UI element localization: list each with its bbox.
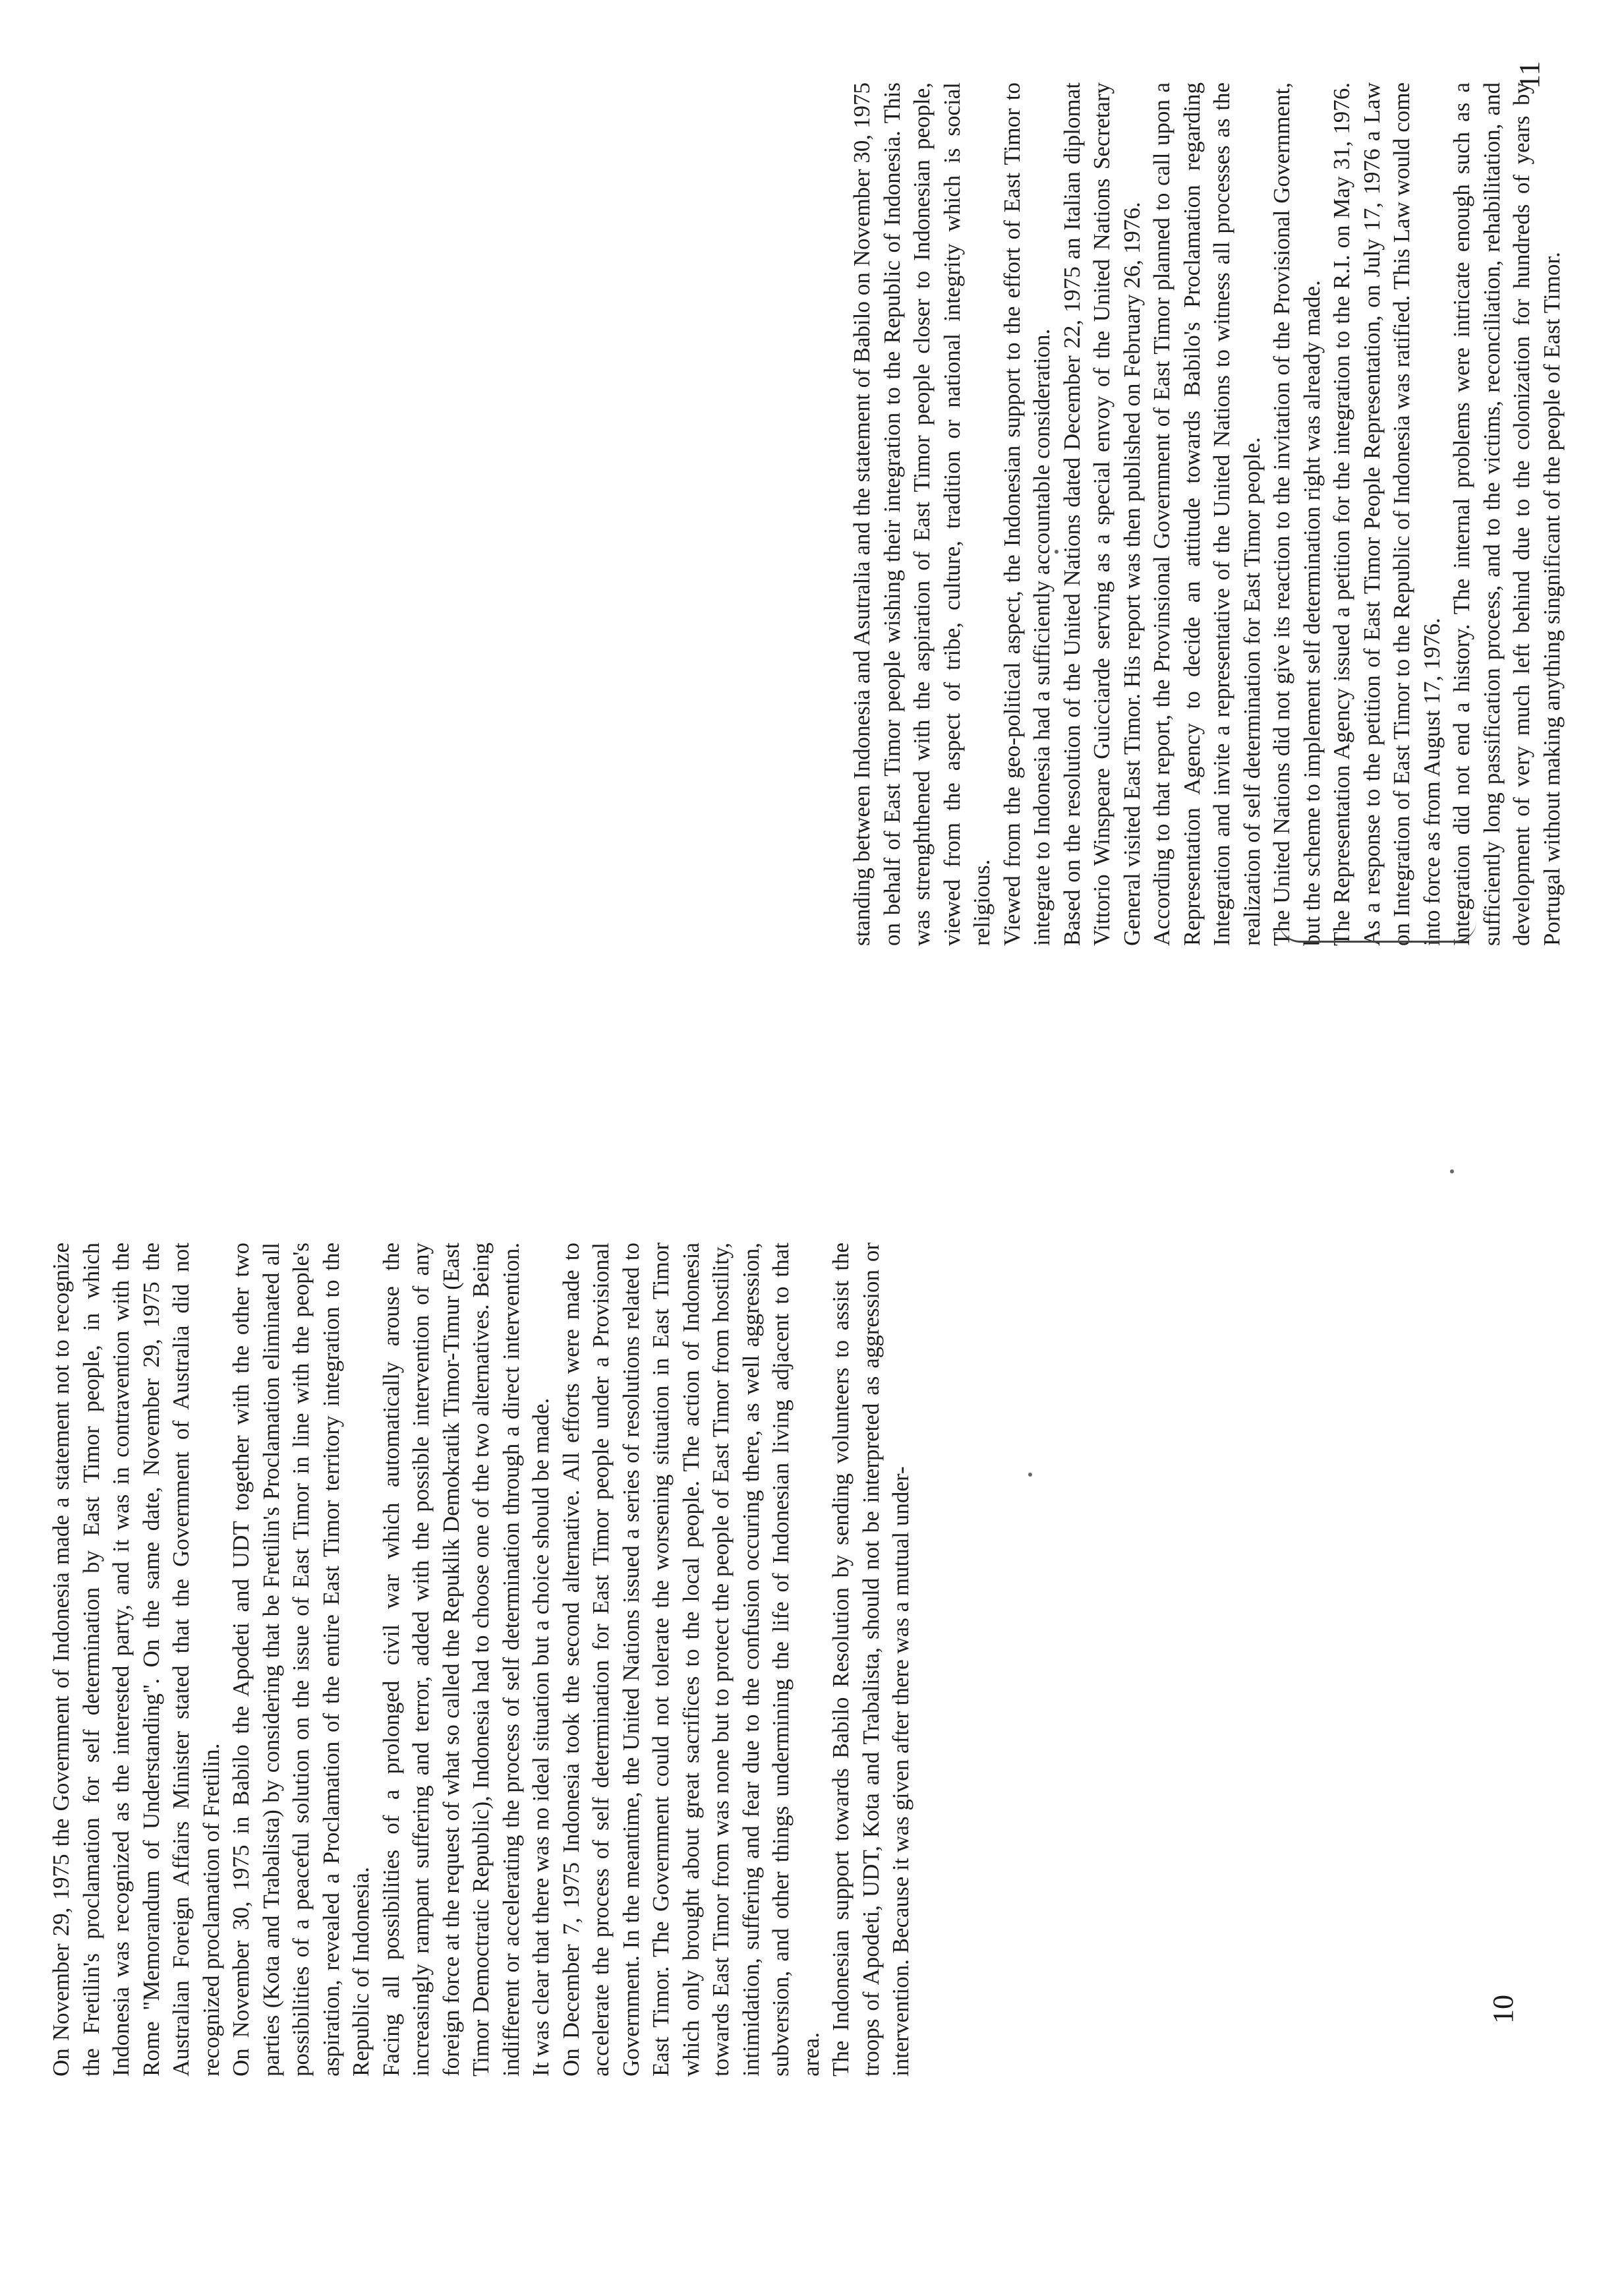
right-paragraph-1: standing between Indonesia and Asutralia and the statement of Babilo on November 30, 1975 on behalf of East Timor people wishing their integration to the Republic of Indonesia. This was strenghthened with the aspiration of East Timor people closer to Indonesian people, viewed from the aspect of tribe, culture, tradition or national integrity which is social religious.: [849, 82, 995, 946]
page-number-left: 10: [1487, 1995, 1519, 2024]
page-number-right: 11: [1513, 61, 1546, 89]
right-paragraph-6: The Representation Agency issued a petition for the integration to the R.I. on May 31, 1976. As a response to the petition of East Timor People Representation, on July 17, 1976 a Law on Integration of East Timor to the Republic of Indonesia was ratified. This Law would come into force as from August 17, 1976.: [1329, 82, 1445, 946]
speck-mark: [1028, 1473, 1032, 1477]
right-paragraph-5: The United Nations did not give its reaction to the invitation of the Provisional Government, but the scheme to implement self determination right was already made.: [1269, 82, 1325, 946]
right-paragraph-7: Integration did not end a history. The internal problems were intricate enough such as a sufficiently long passification process, and to the victims, reconciliation, rehabilitation, and development of very much left behind due to the colonization for hundreds of years by Portugal without making anything singnificant of the people of East Timor.: [1449, 82, 1565, 946]
left-paragraph-1: On November 29, 1975 the Government of Indonesia made a statement not to recognize the Fretilin's proclamation for self determination by East Timor people, in which Indonesia was recognized as the interested party, and it was in contravention with the Rome "Memorandum of Understanding". On the same date, November 29, 1975 the Australian Foreign Affairs Minister stated that the Government of Australia did not recognized proclamation of Fretilin.: [48, 1243, 224, 2076]
speck-mark: [1055, 550, 1058, 554]
left-paragraph-2: On November 30, 1975 in Babilo the Apodeti and UDT together with the other two parties (Kota and Trabalista) by considering that be Fretilin's Proclamation eliminated all possibilities of a peaceful solution on the issue of East Timor in line with the people's aspiration, revealed a Proclamation of the entire East Timor territory integration to the Republic of Indonesia.: [228, 1243, 374, 2076]
right-paragraph-2: Viewed from the geo-political aspect, the Indonesian support to the effort of East Timor to integrate to Indonesia had a sufficiently accountable consideration.: [999, 82, 1055, 946]
left-paragraph-5: The Indonesian support towards Babilo Resolution by sending volunteers to assist the troops of Apodeti, UDT, Kota and Trabalista, should not be interpreted as aggression or intervention. Because it was given after there was a mutual under-: [828, 1243, 914, 2076]
left-paragraph-4: On December 7, 1975 Indonesia took the second alternative. All efforts were made to accelerate the process of self determination for East Timor people under a Provisional Government. In the meantime, the United Nations issued a series of resolutions related to East Timor. The Government could not tolerate the worsening situation in East Timor which only brought about great sacrifices to the local people. The action of Indonesia towards East Timor from was none but to protect the people of East Timor from hostility, intimidation, suffering and fear due to the confusion occuring there, as well aggression, subversion, and other things undermining the life of Indonesian living adjacent to that area.: [558, 1243, 824, 2076]
right-column: [847, 82, 1605, 946]
left-column: [46, 1243, 1364, 2076]
right-paragraph-4: According to that report, the Provinsional Government of East Timor planned to call upon a Representation Agency to decide an attitude towards Babilo's Proclamation regarding Integration and invite a representative of the United Nations to witness all processes as the realization of self determination for East Timor people.: [1149, 82, 1265, 946]
right-paragraph-3: Based on the resolution of the United Nations dated December 22, 1975 an Italian diplomat Vittorio Winspeare Guicciarde serving as a special envoy of the United Nations Secretary General visited East Timor. His report was then published on February 26, 1976.: [1058, 82, 1145, 946]
left-paragraph-3: Facing all possibilities of a prolonged civil war which automatically arouse the increasingly rampant suffering and terror, added with the possible intervention of any foreign force at the request of what so called the Repuklik Demokratik Timor-Timur (East Timor Democtratic Republic), Indonesia had to choose one of the two alternatives. Being indifferent or accelerating the process of self determination through a direct intervention. It was clear that there was no ideal situation but a choice should be made.: [378, 1243, 554, 2076]
pencil-bracket-mark: [1279, 921, 1476, 943]
speck-mark: [1450, 1169, 1454, 1173]
